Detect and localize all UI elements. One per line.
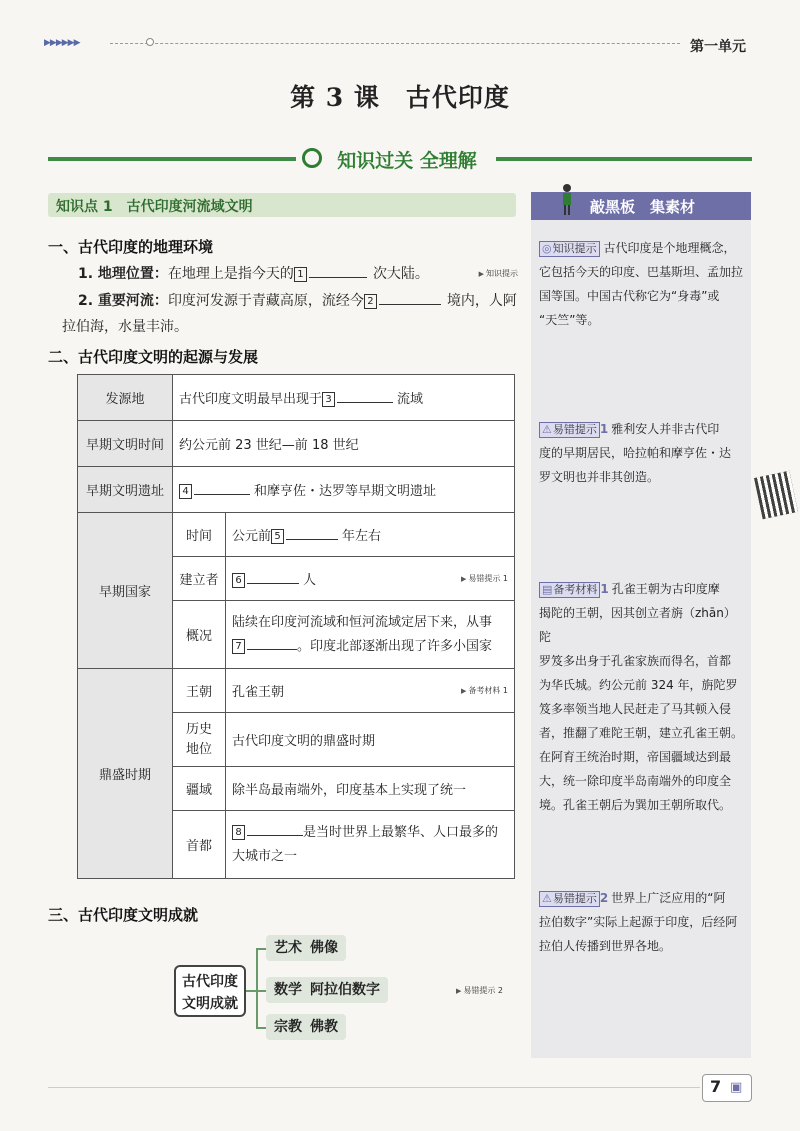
row-label-peak: 鼎盛时期 (78, 669, 173, 879)
blank-6[interactable] (247, 569, 299, 584)
note-tag: ⚠易错提示 (539, 891, 600, 907)
footer-rule (48, 1087, 700, 1088)
mindmap-connector (256, 948, 258, 1028)
early-founder: 6 人 ▶ 易错提示 1 (226, 557, 515, 601)
sidebar-title: 敲黑板 集素材 (590, 198, 696, 216)
early-overview: 陆续在印度河流域和恒河流域定居下来，从事 7 。印度北部逐渐出现了许多小国家 (226, 601, 515, 669)
early-time: 公元前 5 年左右 (226, 513, 515, 557)
row-label-early: 早期国家 (78, 513, 173, 669)
mindmap-root: 古代印度 文明成就 (174, 965, 246, 1017)
blank-8[interactable] (247, 821, 303, 836)
tip-tag: ▶ 易错提示 1 (461, 573, 508, 584)
section1-item2-cont: 拉伯海，水量丰沛。 (62, 319, 188, 335)
mindmap-node-religion: 宗教 佛教 (266, 1014, 346, 1040)
row-time: 约公元前 23 世纪—前 18 世纪 (173, 421, 515, 467)
blank-7[interactable] (247, 635, 297, 650)
header-dots: ▶▶▶▶▶▶ (44, 38, 80, 48)
blank-3[interactable] (337, 388, 393, 403)
lesson-title: 第 3 课 古代印度 (290, 83, 510, 112)
row-label-sites: 早期文明遗址 (78, 467, 173, 513)
knowledge-point-title: 知识点 1 古代印度河流域文明 (56, 199, 253, 215)
mindmap-connector (256, 990, 266, 992)
banner-rule-left (48, 157, 296, 161)
peak-territory: 除半岛最南端外，印度基本上实现了统一 (226, 767, 515, 811)
blank-4[interactable] (194, 480, 250, 495)
unit-label: 第一单元 (690, 39, 746, 55)
mindmap-connector (256, 1027, 266, 1029)
page-number: 7 (710, 1077, 722, 1096)
teacher-icon (560, 183, 574, 217)
section1-item2: 2. 重要河流：印度河发源于青藏高原，流经今 2 境内，人阿 (78, 288, 518, 314)
header-circle (146, 38, 154, 46)
banner-rule-right (496, 157, 752, 161)
book-icon: ▣ (730, 1080, 743, 1095)
row-origin: 古代印度文明最早出现于 3 流域 (173, 375, 515, 421)
sub-label-time: 时间 (173, 513, 226, 557)
sub-label-overview: 概况 (173, 601, 226, 669)
mindmap-node-math: 数学 阿拉伯数字 (266, 977, 388, 1003)
section1-item1: 1. 地理位置：在地理上是指今天的 1 次大陆。 ▶ 知识提示 (78, 261, 518, 287)
sub-label-capital: 首都 (173, 811, 226, 879)
section-banner: 知识过关 全理解 (296, 146, 496, 173)
note-tag: ◎知识提示 (539, 241, 600, 257)
peak-status: 古代印度文明的鼎盛时期 (226, 713, 515, 767)
qr-code[interactable] (754, 471, 798, 520)
sub-label-founder: 建立者 (173, 557, 226, 601)
sub-label-status: 历史 地位 (173, 713, 226, 767)
section2-title: 二、古代印度文明的起源与发展 (48, 348, 259, 366)
note-error-2: ⚠易错提示 2 世界上广泛应用的“阿 拉伯数字”实际上起源于印度，后经阿 拉伯人传播到世界各地。 (539, 891, 738, 953)
mindmap-node-art: 艺术 佛像 (266, 935, 346, 961)
note-error-1: ⚠易错提示 1 雅利安人并非古代印 度的早期居民，哈拉帕和摩亨佐・达 罗文明也并非其创造。 (539, 422, 732, 484)
blank-1[interactable] (309, 263, 367, 278)
blank-5[interactable] (286, 525, 338, 540)
peak-dynasty: 孔雀王朝 ▶ 备考材料 1 (226, 669, 515, 713)
header-rule (110, 43, 680, 44)
mindmap-connector (246, 990, 256, 992)
refresh-icon (302, 148, 322, 168)
sub-label-dynasty: 王朝 (173, 669, 226, 713)
blank-2[interactable] (379, 290, 441, 305)
note-knowledge: ◎知识提示 古代印度是个地理概念， 它包括今天的印度、巴基斯坦、孟加拉 国等国。中国古代称它为“身毒”或 “天竺”等。 (539, 241, 744, 327)
tip-tag: ▶ 易错提示 2 (456, 985, 503, 996)
section3-title: 三、古代印度文明成就 (48, 906, 199, 924)
mindmap-connector (256, 948, 266, 950)
note-tag: ⚠易错提示 (539, 422, 600, 438)
tip-tag: ▶ 备考材料 1 (461, 685, 508, 696)
row-label-origin: 发源地 (78, 375, 173, 421)
tip-tag: ▶ 知识提示 (479, 261, 518, 287)
peak-capital: 8 是当时世界上最繁华、人口最多的 大城市之一 (226, 811, 515, 879)
note-tag: ▤备考材料 (539, 582, 600, 598)
row-sites: 4 和摩亨佐・达罗等早期文明遗址 (173, 467, 515, 513)
section1-title: 一、古代印度的地理环境 (48, 238, 214, 256)
sub-label-territory: 疆域 (173, 767, 226, 811)
civilization-table (77, 374, 515, 879)
note-material-1: ▤备考材料 1 孔雀王朝为古印度摩 揭陀的王朝，因其创立者旃（zhān）陀 罗笈多出身于孔雀家族而得名，首都 为华氏城。约公元前 324 年，旃陀罗 笈多率领当地人民赶走了马其顿入侵 者，推翻了难陀王朝，建立孔雀王朝。 在阿育王统治时期，帝国疆域达到最 大，统一除印度半岛南端外的印度全 境。孔雀王朝后为巽加王朝所取代。 (539, 582, 744, 812)
row-label-time: 早期文明时间 (78, 421, 173, 467)
